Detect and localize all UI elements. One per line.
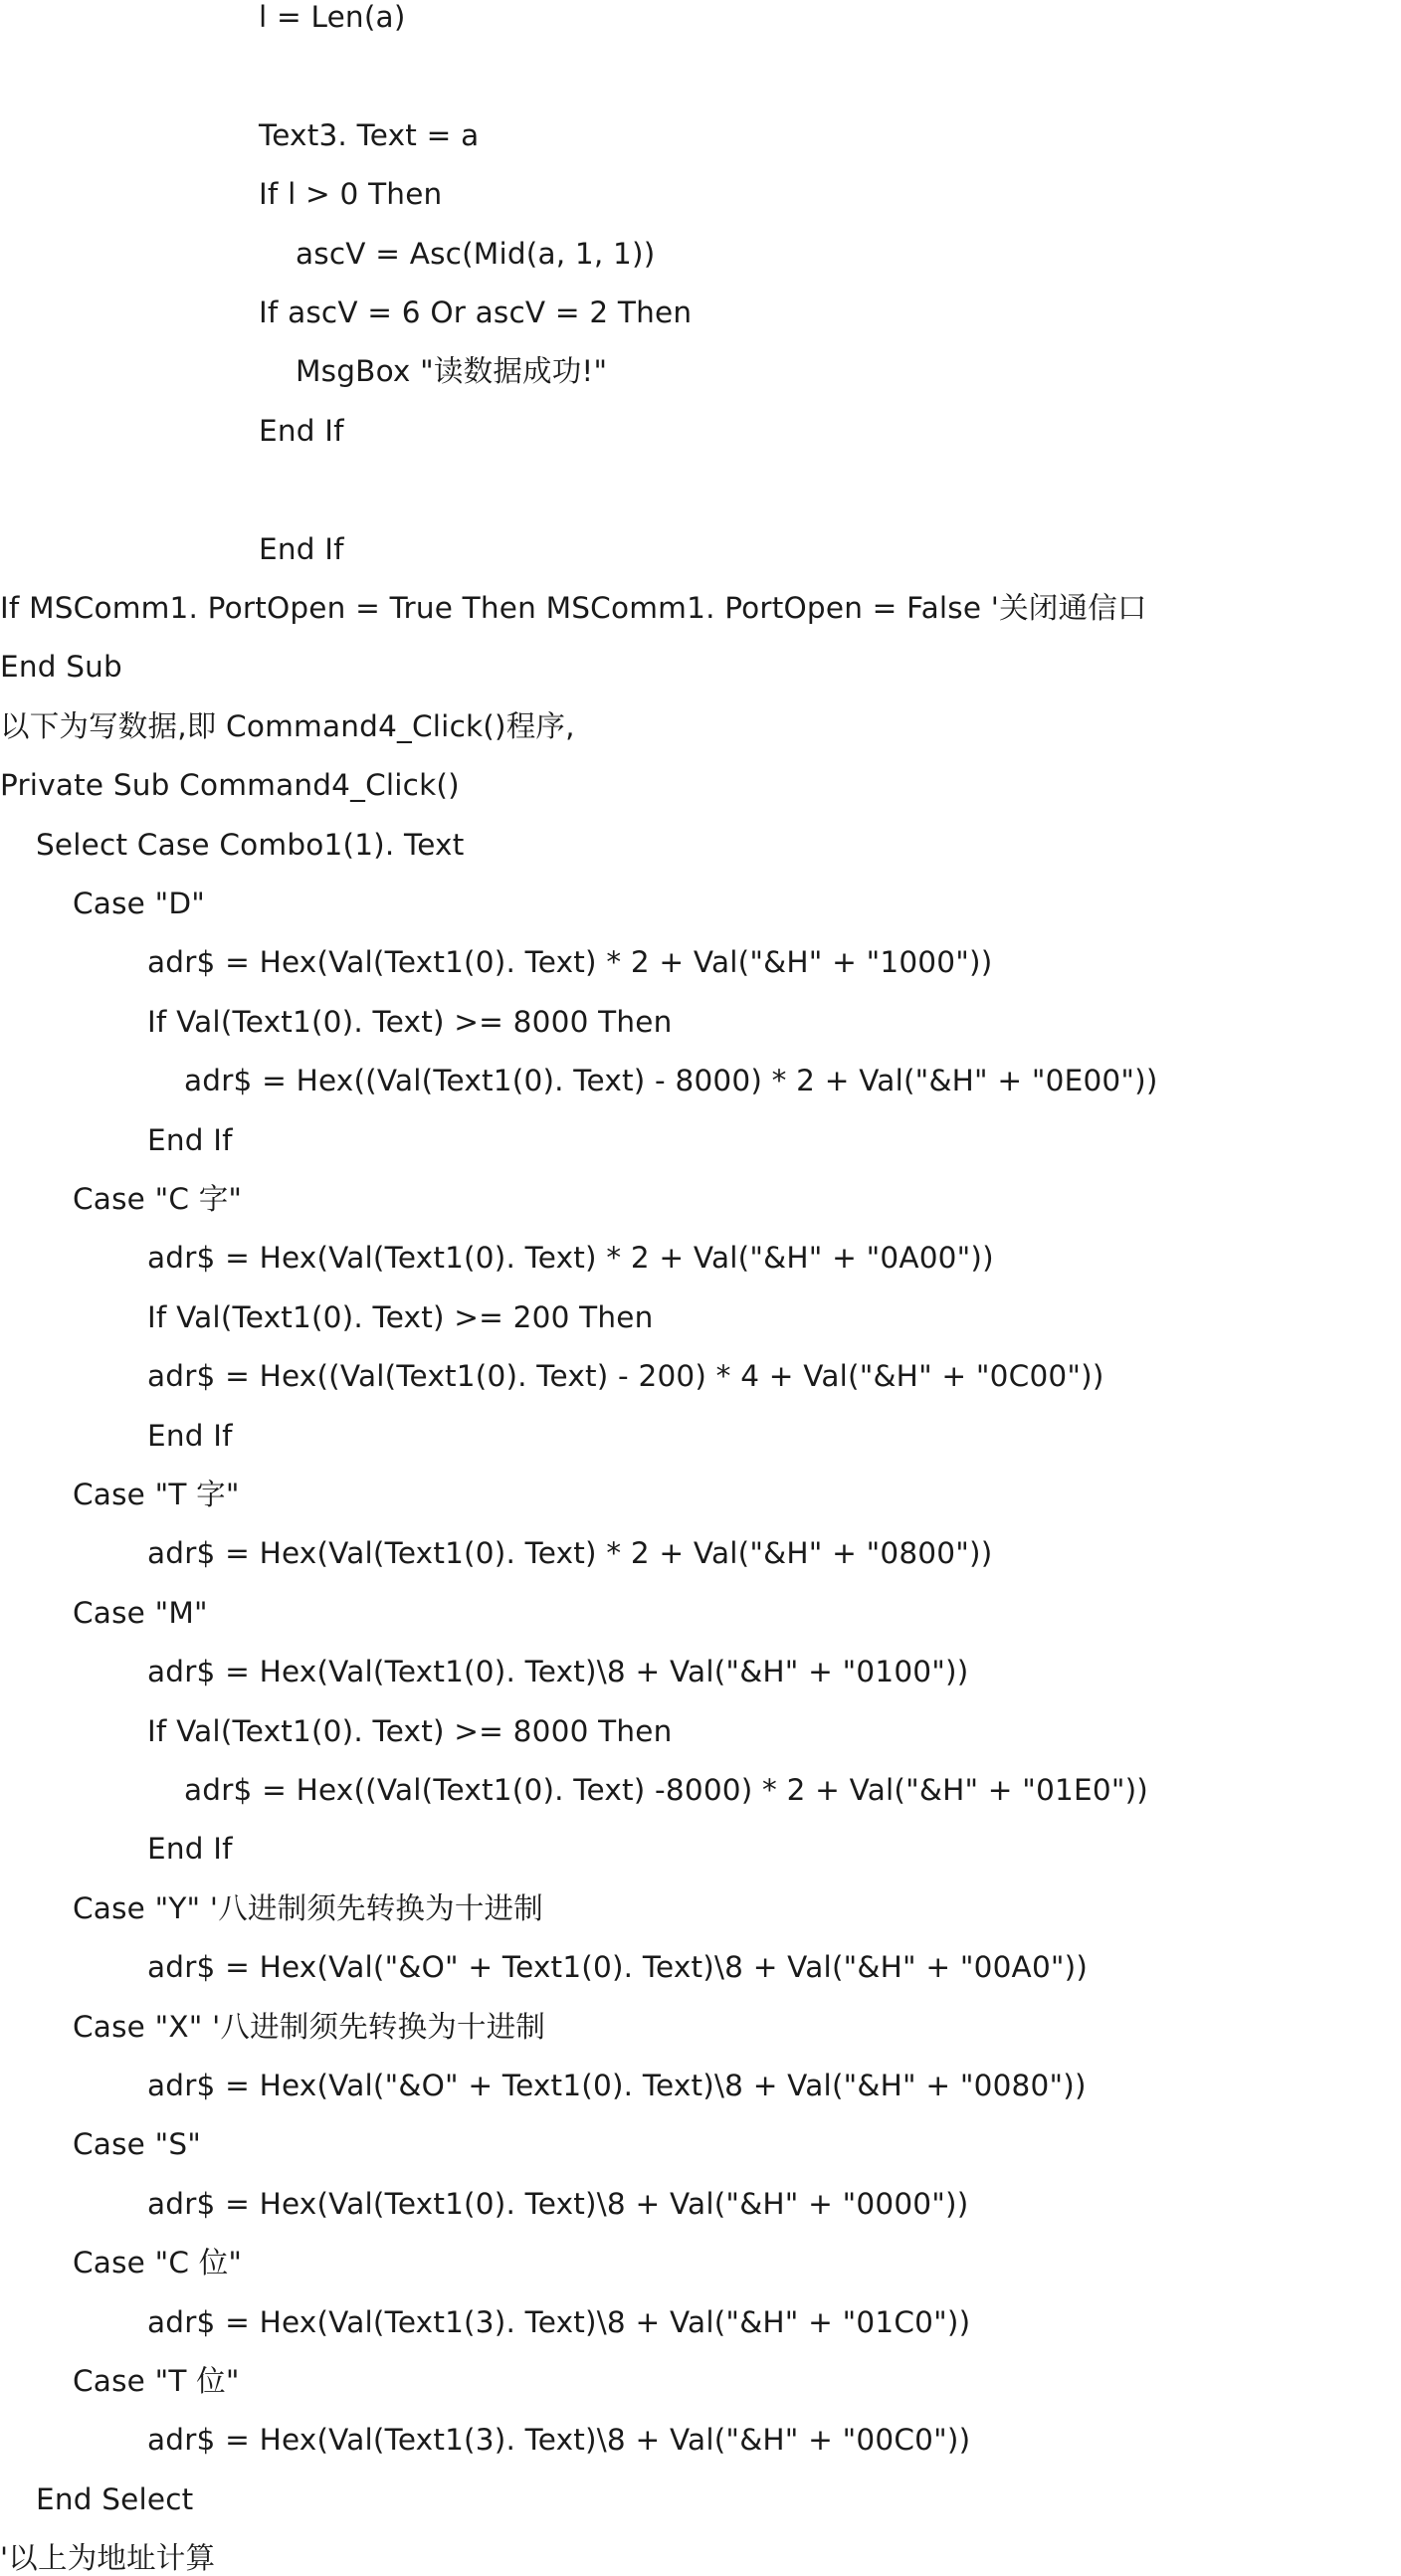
code-line: '以上为地址计算 bbox=[0, 2541, 216, 2576]
code-line: Case "M" bbox=[73, 1595, 208, 1630]
code-line bbox=[0, 475, 1401, 533]
code-line: If ascV = 6 Or ascV = 2 Then bbox=[259, 296, 693, 329]
code-line: End Select bbox=[36, 2481, 194, 2516]
code-line: End If bbox=[259, 531, 344, 566]
code-line: adr$ = Hex(Val(Text1(0). Text)\8 + Val("&H" + "0100")) bbox=[147, 1655, 969, 1689]
code-line: If Val(Text1(0). Text) >= 200 Then bbox=[147, 1299, 654, 1334]
code-line: adr$ = Hex(Val(Text1(0). Text)\8 + Val("&H" + "0000")) bbox=[147, 2186, 969, 2221]
code-line: Case "T 位" bbox=[73, 2364, 240, 2398]
code-line: Select Case Combo1(1). Text bbox=[36, 827, 465, 862]
code-line: adr$ = Hex(Val("&O" + Text1(0). Text)\8 + Val("&H" + "00A0")) bbox=[147, 1950, 1089, 1985]
code-line: adr$ = Hex(Val(Text1(0). Text) * 2 + Val("&H" + "1000")) bbox=[147, 945, 993, 980]
code-line: Case "T 字" bbox=[73, 1478, 240, 1511]
code-line: End If bbox=[147, 1418, 233, 1453]
code-line: End If bbox=[147, 1122, 233, 1157]
code-line: adr$ = Hex((Val(Text1(0). Text) - 8000) * 2 + Val("&H" + "0E00")) bbox=[184, 1064, 1158, 1098]
code-line: Case "C 位" bbox=[73, 2246, 243, 2280]
code-line: adr$ = Hex(Val(Text1(0). Text) * 2 + Val("&H" + "0A00")) bbox=[147, 1241, 994, 1276]
code-line: adr$ = Hex((Val(Text1(0). Text) -8000) * 2 + Val("&H" + "01E0")) bbox=[184, 1773, 1149, 1807]
code-line: If Val(Text1(0). Text) >= 8000 Then bbox=[147, 1004, 673, 1039]
code-line bbox=[0, 61, 1401, 119]
code-line: adr$ = Hex((Val(Text1(0). Text) - 200) * 4 + Val("&H" + "0C00")) bbox=[147, 1359, 1104, 1394]
code-line: Case "X" '八进制须先转换为十进制 bbox=[73, 2009, 546, 2044]
code-line: adr$ = Hex(Val(Text1(3). Text)\8 + Val("&H" + "00C0")) bbox=[147, 2423, 971, 2458]
code-line: Text3. Text = a bbox=[259, 117, 480, 152]
code-line: End Sub bbox=[0, 650, 122, 685]
code-line: ascV = Asc(Mid(a, 1, 1)) bbox=[296, 236, 656, 271]
code-line: End If bbox=[259, 413, 344, 448]
code-line: If Val(Text1(0). Text) >= 8000 Then bbox=[147, 1713, 673, 1748]
code-line: Case "S" bbox=[73, 2127, 202, 2162]
code-line: If MSComm1. PortOpen = True Then MSComm1. PortOpen = False '关闭通信口 bbox=[0, 591, 1147, 625]
code-line: Case "C 字" bbox=[73, 1182, 243, 1216]
code-line: 以下为写数据,即 Command4_Click()程序, bbox=[0, 708, 575, 743]
code-line: Private Sub Command4_Click() bbox=[0, 768, 460, 803]
code-line: MsgBox "读数据成功!" bbox=[296, 354, 608, 389]
code-line: If l > 0 Then bbox=[259, 177, 443, 212]
code-line: l = Len(a) bbox=[259, 0, 406, 34]
code-line: adr$ = Hex(Val(Text1(3). Text)\8 + Val("&H" + "01C0")) bbox=[147, 2304, 971, 2339]
code-line: Case "Y" '八进制须先转换为十进制 bbox=[73, 1890, 543, 1925]
code-line: End If bbox=[147, 1832, 233, 1867]
code-line: adr$ = Hex(Val("&O" + Text1(0). Text)\8 + Val("&H" + "0080")) bbox=[147, 2069, 1087, 2102]
code-line: adr$ = Hex(Val(Text1(0). Text) * 2 + Val("&H" + "0800")) bbox=[147, 1536, 993, 1571]
code-line: Case "D" bbox=[73, 887, 206, 920]
